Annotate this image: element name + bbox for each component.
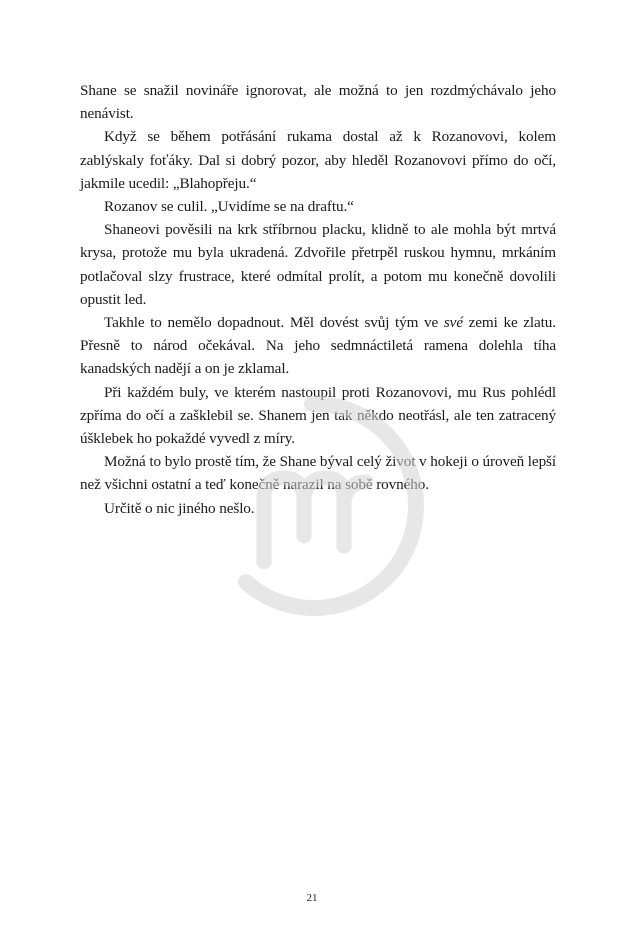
paragraph bbox=[80, 381, 556, 451]
body-text bbox=[80, 79, 556, 520]
paragraph bbox=[80, 497, 556, 520]
text-run: Shaneovi pověsili na krk stříbrnou placku, klidně to ale mohla být mrtvá krysa, protože mu byla ukradená. Zdvořile přetrpěl ruskou hymnu, mrkáním potlačoval slzy frustrace, které odmítal prolít, a potom mu konečně dovolili opustit led. bbox=[80, 221, 556, 308]
paragraph bbox=[80, 125, 556, 195]
text-run: zemi ke zlatu. Přesně to národ očekával. Na jeho sedmnáctiletá ramena dolehla tíha kanadských nadějí a on je zklamal. bbox=[80, 314, 556, 378]
page-number: 21 bbox=[306, 892, 318, 904]
paragraph bbox=[80, 311, 556, 381]
text-run: Rozanov se culil. „Uvidíme se na draftu.“ bbox=[104, 198, 354, 216]
text-run: Když se během potřásání rukama dostal až k Rozanovovi, kolem zablýskaly foťáky. Dal si dobrý pozor, aby hleděl Rozanovovi přímo do očí, jakmile ucedil: „Blahopřeju.“ bbox=[80, 128, 556, 192]
text-run: Určitě o nic jiného nešlo. bbox=[104, 499, 255, 517]
text-run: Shane se snažil novináře ignorovat, ale možná to jen rozdmýchávalo jeho nenávist. bbox=[80, 82, 556, 123]
paragraph bbox=[80, 450, 556, 496]
text-run: Takhle to nemělo dopadnout. Měl dovést svůj tým ve bbox=[104, 314, 444, 332]
text-run: Možná to bylo prostě tím, že Shane býval celý život v hokeji o úroveň lepší než všichni ostatní a teď konečně narazil na sobě rovného. bbox=[80, 453, 556, 494]
paragraph bbox=[80, 195, 556, 218]
paragraph bbox=[80, 218, 556, 311]
paragraph bbox=[80, 79, 556, 125]
text-run: Při každém buly, ve kterém nastoupil proti Rozanovovi, mu Rus pohlédl zpříma do očí a zašklebil se. Shanem jen tak někdo neotřásl, ale ten zatracený úšklebek ho pokaždé vyvedl z míry. bbox=[80, 383, 556, 448]
emphasis-text: své bbox=[443, 314, 463, 332]
